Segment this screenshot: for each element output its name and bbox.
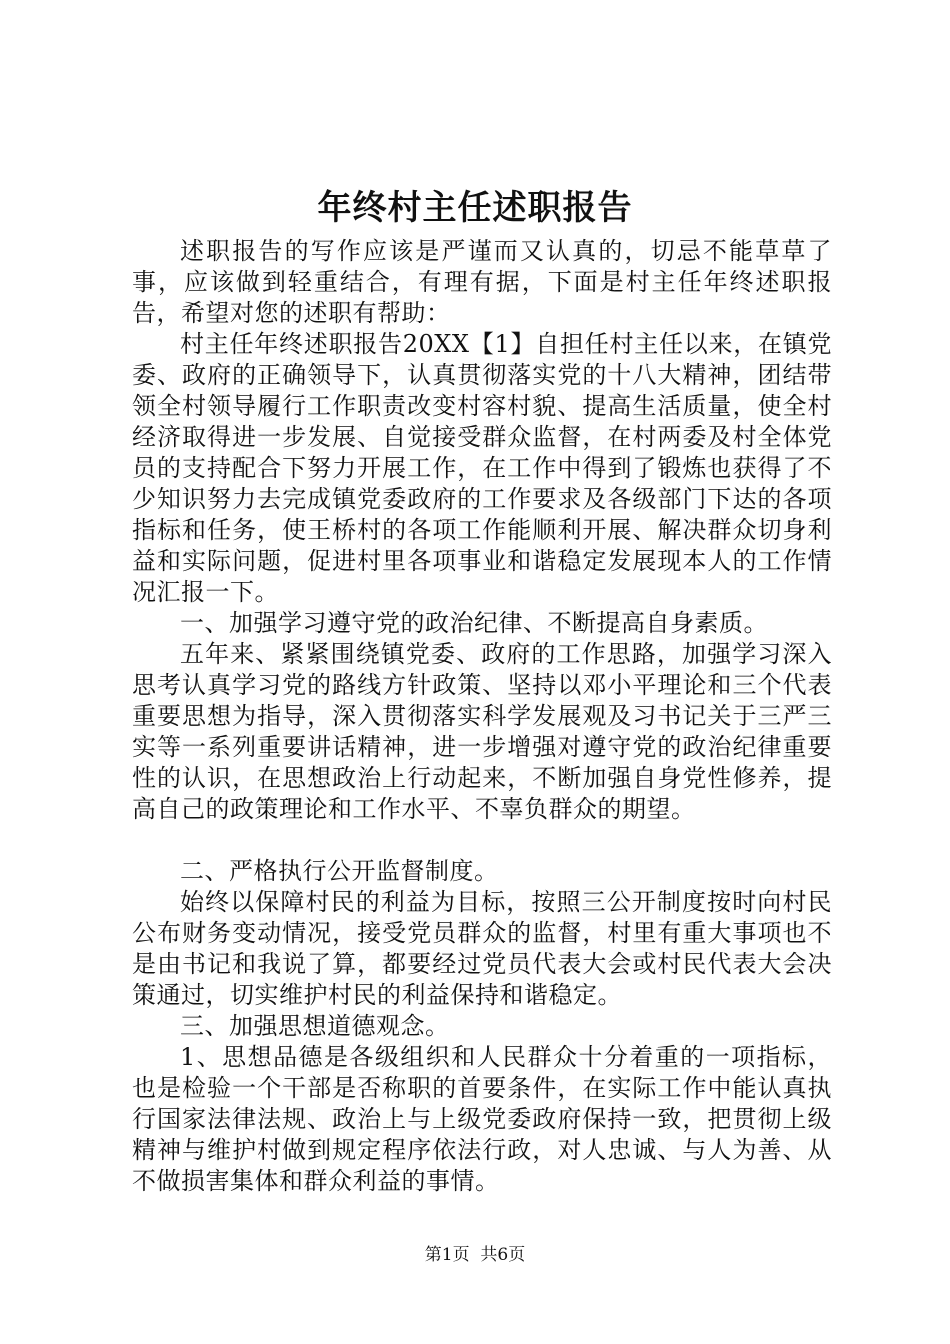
section-heading-1: 一、加强学习遵守党的政治纪律、不断提高自身素质。 bbox=[180, 609, 768, 637]
paragraph-section-3-item-1: 1、思想品德是各级组织和人民群众十分着重的一项指标，也是检验一个干部是否称职的首要条件，在实际工作中能认真执行国家法律法规、政治上与上级党委政府保持一致，把贯彻上级精神与维护村做到规定程序依法行政，对人忠诚、与人为善、从不做损害集体和群众利益的事情。 bbox=[132, 1043, 832, 1195]
paragraph-section-2: 始终以保障村民的利益为目标，按照三公开制度按时向村民公布财务变动情况，接受党员群众的监督，村里有重大事项也不是由书记和我说了算，都要经过党员代表大会或村民代表大会决策通过，切实维护村民的利益保持和谐稳定。 bbox=[132, 888, 832, 1009]
paragraph-section-1: 五年来、紧紧围绕镇党委、政府的工作思路，加强学习深入思考认真学习党的路线方针政策、坚持以邓小平理论和三个代表重要思想为指导，深入贯彻落实科学发展观及习书记关于三严三实等一系列重要讲话精神，进一步增强对遵守党的政治纪律重要性的认识，在思想政治上行动起来，不断加强自身党性修养，提高自己的政策理论和工作水平、不辜负群众的期望。 bbox=[132, 640, 832, 823]
section-heading-3: 三、加强思想道德观念。 bbox=[180, 1012, 450, 1040]
document-body bbox=[132, 236, 832, 1197]
document-title: 年终村主任述职报告 bbox=[317, 188, 633, 228]
section-heading-2: 二、严格执行公开监督制度。 bbox=[180, 857, 499, 885]
page-number-footer: 第1页 共6页 bbox=[424, 1245, 526, 1265]
paragraph-report-opening: 村主任年终述职报告20XX【1】自担任村主任以来，在镇党委、政府的正确领导下，认真贯彻落实党的十八大精神，团结带领全村领导履行工作职责改变村容村貌、提高生活质量，使全村经济取得进一步发展、自觉接受群众监督，在村两委及村全体党员的支持配合下努力开展工作，在工作中得到了锻炼也获得了不少知识努力去完成镇党委政府的工作要求及各级部门下达的各项指标和任务，使王桥村的各项工作能顺利开展、解决群众切身利益和实际问题，促进村里各项事业和谐稳定发展现本人的工作情况汇报一下。 bbox=[132, 330, 832, 606]
paragraph-spacer bbox=[132, 825, 832, 856]
paragraph-intro: 述职报告的写作应该是严谨而又认真的，切忌不能草草了事，应该做到轻重结合，有理有据，下面是村主任年终述职报告，希望对您的述职有帮助： bbox=[132, 237, 832, 327]
